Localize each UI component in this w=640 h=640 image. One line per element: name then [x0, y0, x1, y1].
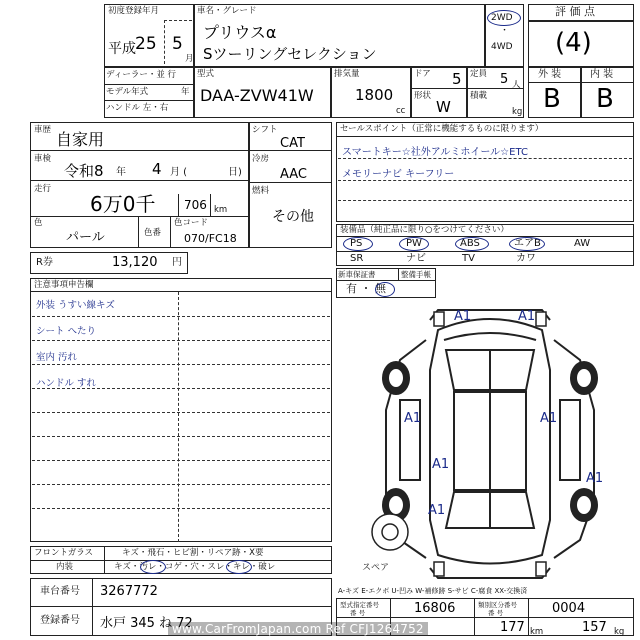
- glass-items: キズ・飛石・ヒビ割・リペア跡・X要: [122, 548, 264, 558]
- car-damage-diagram: [360, 300, 620, 585]
- class-num-label: 番 号: [488, 609, 504, 617]
- capacity-unit: 人: [512, 80, 521, 90]
- shape: W: [436, 98, 451, 116]
- dealer-label: ディーラー・並 行: [106, 70, 177, 80]
- color: パール: [66, 230, 105, 245]
- shape-label: 形状: [414, 91, 432, 101]
- model-label: 型式: [197, 69, 215, 79]
- inspection-label: 車検: [34, 154, 52, 164]
- equipment-title: 装備品（純正品に限り○をつけてください）: [340, 225, 509, 235]
- damage-mark-right-rear: A1: [586, 471, 604, 486]
- note-3: 室内 汚れ: [36, 352, 78, 363]
- interior-label: 内 装: [590, 69, 614, 80]
- insp-year: 令和8: [64, 162, 104, 180]
- usage: 自家用: [56, 130, 105, 149]
- equip-leather: カワ: [516, 253, 536, 264]
- shift: CAT: [280, 136, 305, 151]
- circle-none: [375, 282, 395, 297]
- class-number: 0004: [552, 601, 586, 616]
- doors: 5: [452, 70, 462, 88]
- drive-dot: ・: [500, 26, 510, 36]
- color-no-label: 色番: [144, 228, 162, 238]
- car-grade: Sツーリングセレクション: [203, 45, 377, 63]
- circle-airbag: [509, 237, 545, 251]
- first-reg-label: 初度登録年月: [108, 6, 160, 16]
- exterior-label: 外 装: [538, 69, 562, 80]
- displacement-label: 排気量: [334, 69, 360, 79]
- door-label: ドア: [414, 69, 431, 79]
- kg-unit: kg: [512, 107, 523, 117]
- spare-label: スペア: [362, 563, 390, 573]
- unit-km: km: [530, 627, 544, 637]
- chassis-label: 車台番号: [40, 586, 80, 597]
- value-177: 177: [500, 620, 525, 635]
- insp-month: 4: [152, 160, 162, 178]
- damage-mark-rear-left: A1: [428, 503, 446, 518]
- fuel-label: 燃料: [252, 186, 270, 196]
- equip-tv: TV: [462, 253, 475, 264]
- plate-label: 登録番号: [40, 615, 80, 626]
- insp-year-unit: 年: [116, 167, 126, 178]
- ac: AAC: [280, 167, 307, 182]
- class-label: 類別区分番号: [478, 601, 517, 609]
- damage-mark-right-front: A1: [540, 411, 558, 426]
- notes-box: [30, 278, 332, 542]
- circle-pw: [399, 237, 429, 251]
- damage-mark-front-left: A1: [454, 309, 472, 324]
- recycle-value: 13,120: [112, 255, 158, 270]
- type-cert-label: 型式指定番号: [340, 601, 379, 609]
- equip-sr: SR: [350, 253, 364, 264]
- yen-unit: 円: [172, 257, 182, 268]
- type-cert: 16806: [414, 601, 456, 616]
- usage-label: 車歴: [34, 125, 52, 135]
- era: 平成: [108, 41, 136, 57]
- damage-mark-left-rear: A1: [432, 457, 450, 472]
- circle-scuff: [226, 560, 252, 574]
- value-157: 157: [582, 620, 607, 635]
- circle-abs: [455, 237, 489, 251]
- year-unit: 年: [181, 87, 190, 97]
- displacement: 1800: [355, 86, 394, 104]
- model-code: DAA-ZVW41W: [200, 86, 314, 105]
- color-label: 色: [34, 218, 43, 228]
- new-warranty-label: 新車保証書: [338, 270, 376, 279]
- fuel: その他: [272, 209, 314, 225]
- drive-2wd: 2WD: [491, 13, 513, 23]
- color-code-label: 色コード: [174, 218, 209, 228]
- note-4: ハンドル すれ: [36, 378, 97, 389]
- score-value: (4): [555, 28, 592, 58]
- interior-cond-label: 内装: [56, 562, 74, 572]
- damage-mark-left-front: A1: [404, 411, 422, 426]
- unit-kg: kg: [614, 627, 625, 637]
- capacity: 5: [500, 72, 509, 87]
- mileage-sub: 706: [184, 198, 207, 212]
- note-1: 外装 うすい線キズ: [36, 300, 115, 311]
- sales-line1: スマートキー☆社外アルミホイール☆ETC: [342, 147, 528, 158]
- damage-mark-front-right: A1: [518, 309, 536, 324]
- load-label: 積載: [470, 91, 488, 101]
- circle-ps: [343, 237, 373, 251]
- type-cert-num-label: 番 号: [350, 609, 366, 617]
- plate-number: 水戸 345 ね 72: [100, 616, 193, 631]
- sales-title: セールスポイント（正常に機能するものに限ります）: [340, 124, 544, 134]
- equip-ps: PS: [350, 238, 363, 249]
- score-label: 評 価 点: [555, 5, 595, 18]
- handle-label: ハンドル 左・右: [106, 103, 169, 113]
- circle-dirty: [140, 560, 166, 574]
- recycle-box: [30, 252, 188, 274]
- chassis-number: 3267772: [100, 584, 158, 599]
- insp-month-unit: 月 (: [170, 167, 188, 178]
- warranty-value: 有 ・ 無: [346, 282, 386, 295]
- watermark: www.CarFromJapan.com Ref CFJ1264752: [168, 622, 428, 636]
- record-label: 整備手帳: [401, 270, 431, 279]
- recycle-label: R券: [36, 257, 53, 268]
- glass-label: フロントガラス: [34, 548, 93, 558]
- car-name: プリウスα: [203, 23, 277, 42]
- cc-unit: cc: [396, 106, 406, 116]
- equip-pw: PW: [406, 238, 422, 249]
- equip-airbag: エアB: [514, 238, 541, 249]
- drive-4wd: 4WD: [491, 42, 513, 52]
- month-unit: 月: [185, 54, 194, 64]
- equip-abs: ABS: [460, 238, 480, 249]
- equip-navi: ナビ: [406, 253, 426, 264]
- shift-label: シフト: [252, 125, 278, 135]
- ac-label: 冷房: [252, 154, 270, 164]
- equip-aw: AW: [574, 238, 591, 249]
- sales-line2: メモリーナビ キーフリー: [342, 169, 455, 180]
- note-2: シート へたり: [36, 326, 97, 337]
- damage-legend: A-キズ E-エクボ U-凹み W-補修跡 S-サビ C-腐食 XX-交換済: [338, 587, 528, 595]
- mileage-label: 走行: [34, 184, 52, 194]
- interior-grade: B: [596, 84, 614, 114]
- interior-cond-items: キズ・汚レ・コゲ・穴・スレ・キレ・破レ: [114, 562, 276, 572]
- reg-year: 25: [135, 34, 157, 54]
- model-year-label: モデル年式: [106, 87, 149, 97]
- color-code: 070/FC18: [184, 232, 237, 245]
- insp-day-unit: 日): [228, 167, 242, 178]
- km-unit: km: [214, 205, 228, 215]
- car-grade-label: 車名・グレード: [197, 6, 257, 16]
- mileage-main: 6万0千: [90, 192, 156, 216]
- notes-title: 注意事項申告欄: [34, 280, 94, 290]
- capacity-label: 定員: [470, 69, 488, 79]
- reg-month: 5: [172, 34, 183, 54]
- exterior-grade: B: [543, 84, 561, 114]
